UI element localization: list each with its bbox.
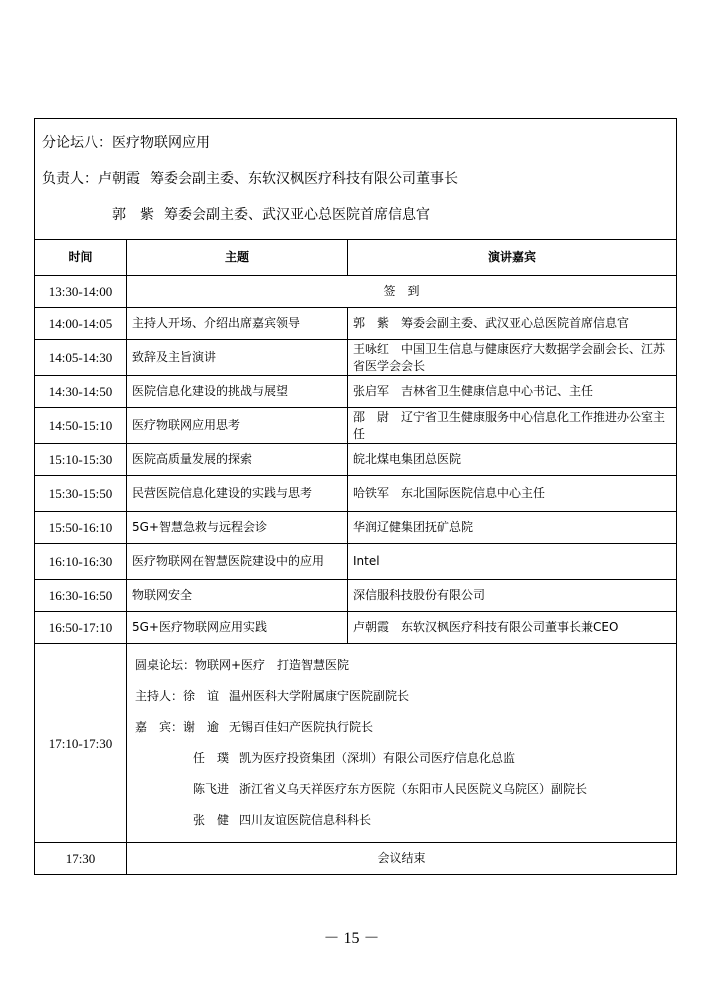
row-topic: 医疗物联网在智慧医院建设中的应用 [127,544,348,580]
row-topic: 5G+智慧急救与远程会诊 [127,512,348,544]
roundtable-guest [135,743,668,774]
row-topic: 民营医院信息化建设的实践与思考 [127,476,348,512]
row-time: 15:50-16:10 [35,512,127,544]
table-row [35,308,677,340]
table-row [35,612,677,644]
table-row [35,544,677,580]
lead-2-title: 筹委会副主委、武汉亚心总医院首席信息官 [164,207,430,223]
guest-title: 四川友谊医院信息科科长 [239,813,372,827]
closing-time: 17:30 [35,843,127,875]
row-time: 14:30-14:50 [35,376,127,408]
roundtable-host [135,681,668,712]
row-speaker: 华润辽健集团抚矿总院 [348,512,677,544]
signin-text: 签 到 [127,276,677,308]
roundtable-row [35,644,677,843]
table-row [35,580,677,612]
lead-1 [42,161,669,197]
row-topic: 医院高质量发展的探索 [127,444,348,476]
row-time: 16:30-16:50 [35,580,127,612]
guest-name: 任 璞 [193,751,230,765]
lead-2 [42,197,669,233]
column-header-row [35,240,677,276]
signin-time: 13:30-14:00 [35,276,127,308]
forum-title: 分论坛八：医疗物联网应用 [42,135,210,151]
row-speaker: 皖北煤电集团总医院 [348,444,677,476]
schedule-table [34,118,677,875]
roundtable-guest [135,774,668,805]
row-time: 16:10-16:30 [35,544,127,580]
table-row [35,444,677,476]
row-speaker: 郭 紫 筹委会副主委、武汉亚心总医院首席信息官 [348,308,677,340]
row-time: 15:30-15:50 [35,476,127,512]
row-speaker: 哈铁军 东北国际医院信息中心主任 [348,476,677,512]
roundtable-title: 圆桌论坛：物联网+医疗 打造智慧医院 [135,658,350,672]
col-topic-header: 主题 [127,240,348,276]
lead-1-title: 筹委会副主委、东软汉枫医疗科技有限公司董事长 [150,171,458,187]
row-speaker: 卢朝霞 东软汉枫医疗科技有限公司董事长兼CEO [348,612,677,644]
page-number: － 15 － [323,930,380,947]
table-row [35,340,677,376]
roundtable-time: 17:10-17:30 [35,644,127,843]
guest-title: 无锡百佳妇产医院执行院长 [229,720,374,734]
closing-text: 会议结束 [127,843,677,875]
row-time: 15:10-15:30 [35,444,127,476]
row-topic: 医院信息化建设的挑战与展望 [127,376,348,408]
row-time: 14:00-14:05 [35,308,127,340]
guest-name: 谢 逾 [183,720,220,734]
host-title: 温州医科大学附属康宁医院副院长 [229,689,410,703]
row-speaker: 张启军 吉林省卫生健康信息中心书记、主任 [348,376,677,408]
row-speaker: 邵 尉 辽宁省卫生健康服务中心信息化工作推进办公室主任 [348,408,677,444]
roundtable-details [127,644,677,843]
lead-1-name: 卢朝霞 [98,171,140,187]
lead-2-name: 郭 紫 [112,207,154,223]
row-speaker: 深信服科技股份有限公司 [348,580,677,612]
col-time-header: 时间 [35,240,127,276]
table-row [35,408,677,444]
row-topic: 医疗物联网应用思考 [127,408,348,444]
table-row [35,476,677,512]
row-time: 14:05-14:30 [35,340,127,376]
row-topic: 致辞及主旨演讲 [127,340,348,376]
row-topic: 主持人开场、介绍出席嘉宾领导 [127,308,348,340]
col-speaker-header: 演讲嘉宾 [348,240,677,276]
guest-label: 嘉 宾： [135,720,184,734]
host-label: 主持人： [135,689,184,703]
roundtable-guest [135,712,668,743]
guest-title: 凯为医疗投资集团（深圳）有限公司医疗信息化总监 [239,751,516,765]
roundtable-guest [135,805,668,836]
lead-1-label: 负责人： [42,171,98,187]
row-speaker: 王咏红 中国卫生信息与健康医疗大数据学会副会长、江苏省医学会会长 [348,340,677,376]
table-row [35,512,677,544]
row-speaker: Intel [348,544,677,580]
row-topic: 物联网安全 [127,580,348,612]
guest-name: 张 健 [193,813,230,827]
row-time: 14:50-15:10 [35,408,127,444]
closing-row [35,843,677,875]
forum-header-row [35,119,677,240]
table-row [35,376,677,408]
signin-row [35,276,677,308]
guest-title: 浙江省义乌天祥医疗东方医院（东阳市人民医院义乌院区）副院长 [239,782,588,796]
host-name: 徐 谊 [183,689,220,703]
guest-name: 陈飞进 [193,782,230,796]
row-time: 16:50-17:10 [35,612,127,644]
forum-header [35,119,677,240]
row-topic: 5G+医疗物联网应用实践 [127,612,348,644]
